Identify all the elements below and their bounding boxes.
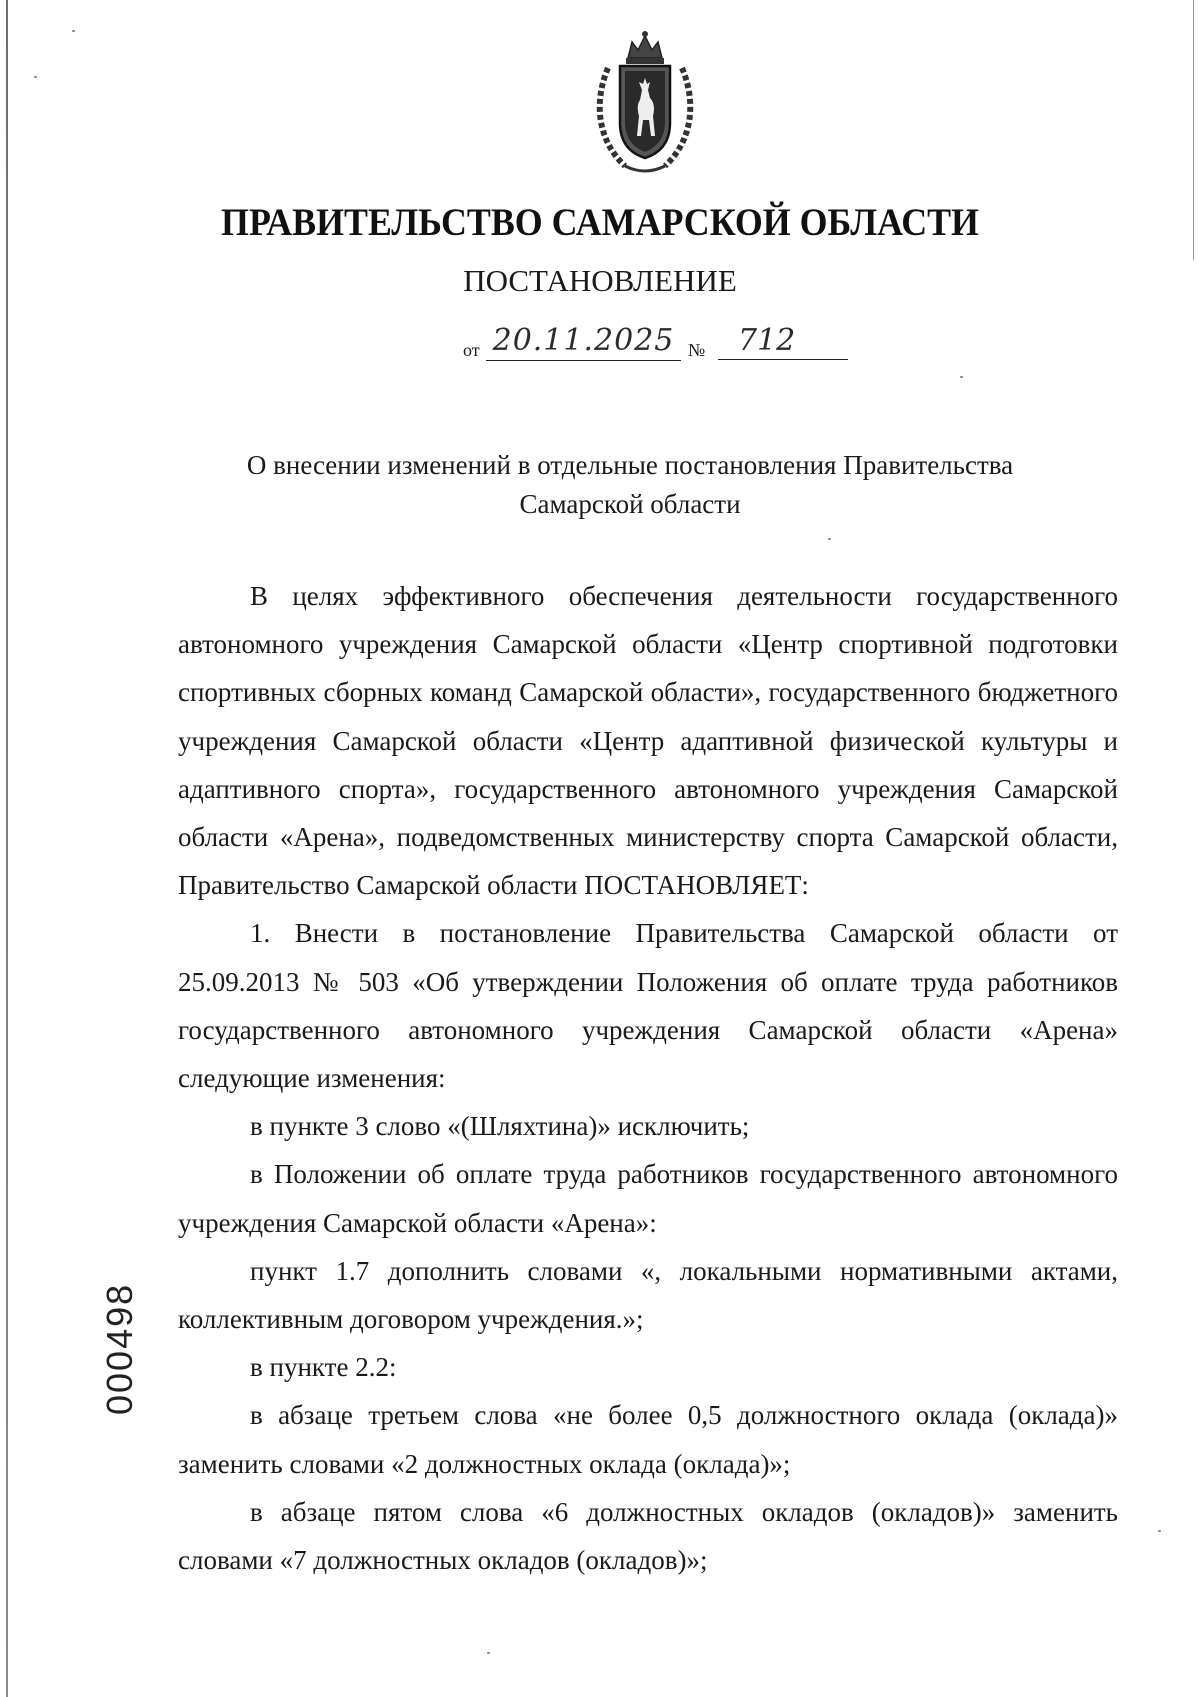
document-type: ПОСТАНОВЛЕНИЕ xyxy=(463,263,737,298)
government-title: ПРАВИТЕЛЬСТВО САМАРСКОЙ ОБЛАСТИ xyxy=(221,201,979,244)
registration-stamp: 000498 xyxy=(99,1282,140,1415)
scan-left-edge xyxy=(6,0,8,1697)
body-paragraph: 1. Внести в постановление Правительства Самарской области от 25.09.2013 № 503 «Об утверждении Положения об оплате труда работников государственного автономного учреждения Самарской области «Арена» следующие изменения: xyxy=(178,918,1118,1094)
date-number-line xyxy=(458,322,858,362)
scan-speck xyxy=(960,376,963,378)
handwritten-number: 712 xyxy=(718,322,848,360)
scan-speck xyxy=(1158,1530,1161,1532)
scan-speck xyxy=(828,538,831,540)
body-paragraph: в Положении об оплате труда работников государственного автономного учреждения Самарской области «Арена»: xyxy=(178,1159,1118,1238)
number-prefix: № xyxy=(688,340,706,360)
body-paragraph: в абзаце пятом слова «6 должностных окладов (окладов)» заменить словами «7 должностных окладов (окладов)»; xyxy=(178,1496,1118,1576)
document-subject: О внесении изменений в отдельные постановления Правительства Самарской области xyxy=(246,450,1014,519)
body-paragraph: В целях эффективного обеспечения деятельности государственного автономного учреждения Самарской области «Центр спортивной подготовки спортивных сборных команд Самарской области», государственного бюджетного учреждения Самарской области «Центр адаптивной физической культуры и адаптивного спорта», государственного автономного учреждения Самарской области «Арена», подведомственных министерству спорта Самарской области, Правительство Самарской области ПОСТАНОВЛЯЕТ: xyxy=(178,581,1118,901)
scan-right-edge xyxy=(1193,0,1194,260)
scan-speck xyxy=(72,30,75,32)
scan-speck xyxy=(487,1652,490,1654)
scan-speck xyxy=(34,76,37,78)
body-paragraph: в пункте 2.2: xyxy=(250,1352,397,1383)
body-paragraph: в абзаце третьем слова «не более 0,5 должностного оклада (оклада)» заменить словами «2 должностных оклада (оклада)»; xyxy=(178,1400,1118,1479)
date-prefix: от xyxy=(463,340,480,360)
body-paragraph: в пункте 3 слово «(Шляхтина)» исключить; xyxy=(250,1111,750,1142)
document-body xyxy=(178,572,1118,1584)
body-paragraph: пункт 1.7 дополнить словами «, локальными нормативными актами, коллективным договором учреждения.»; xyxy=(178,1255,1118,1335)
coat-of-arms-emblem xyxy=(590,28,700,178)
handwritten-date: 20.11.2025 xyxy=(486,322,681,361)
